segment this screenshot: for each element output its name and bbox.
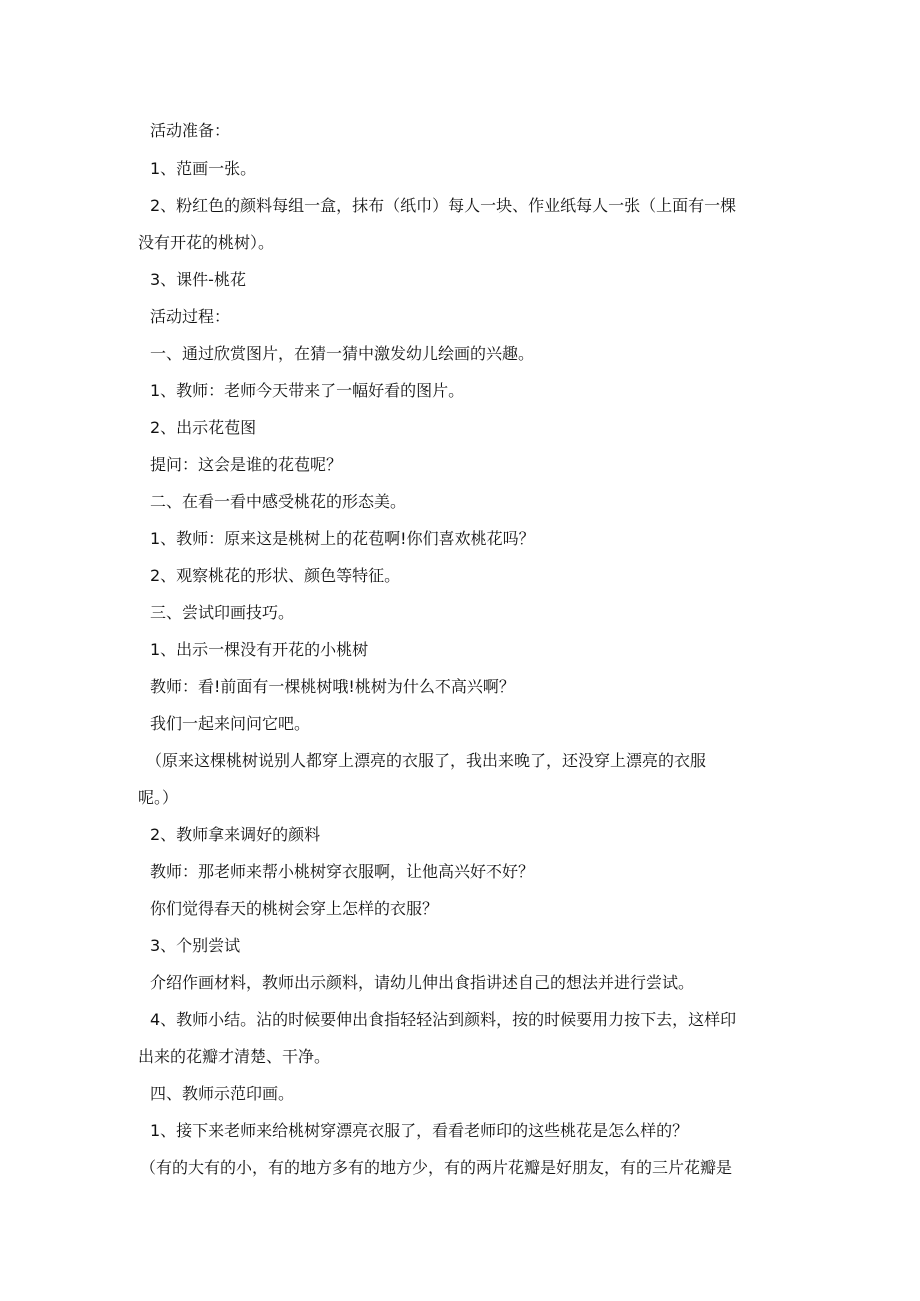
text-line: 你们觉得春天的桃树会穿上怎样的衣服？ (150, 899, 439, 918)
text-line: 介绍作画材料，教师出示颜料，请幼儿伸出食指讲述自己的想法并进行尝试。 (150, 973, 695, 992)
text-line: 2、出示花苞图 (150, 418, 257, 437)
text-line: 教师：看!前面有一棵桃树哦!桃树为什么不高兴啊？ (150, 677, 515, 696)
text-line: （有的大有的小，有的地方多有的地方少，有的两片花瓣是好朋友，有的三片花瓣是 (140, 1158, 733, 1177)
text-line-section-heading: 二、在看一看中感受桃花的形态美。 (150, 492, 407, 511)
text-line-section-heading: 三、尝试印画技巧。 (150, 603, 295, 622)
text-line: 3、课件-桃花 (150, 270, 246, 289)
text-line-section-heading: 一、通过欣赏图片，在猜一猜中激发幼儿绘画的兴趣。 (150, 344, 535, 363)
text-line: 呢。） (138, 788, 179, 807)
text-line: 2、观察桃花的形状、颜色等特征。 (150, 566, 401, 585)
text-line: 出来的花瓣才清楚、干净。 (138, 1047, 331, 1066)
text-line: 3、个别尝试 (150, 936, 241, 955)
text-line: 4、教师小结。沾的时候要伸出食指轻轻沾到颜料，按的时候要用力按下去，这样印 (150, 1010, 737, 1029)
text-line: （原来这棵桃树说别人都穿上漂亮的衣服了，我出来晚了，还没穿上漂亮的衣服 (146, 751, 707, 770)
text-line: 我们一起来问问它吧。 (150, 714, 311, 733)
text-line: 1、出示一棵没有开花的小桃树 (150, 640, 369, 659)
text-line: 2、教师拿来调好的颜料 (150, 825, 321, 844)
text-line: 1、范画一张。 (150, 159, 257, 178)
text-line-activity-prep-heading: 活动准备： (150, 121, 231, 140)
text-line: 提问：这会是谁的花苞呢？ (150, 455, 343, 474)
text-line-activity-process-heading: 活动过程： (150, 307, 231, 326)
text-line: 教师：那老师来帮小桃树穿衣服啊，让他高兴好不好？ (150, 862, 535, 881)
text-line: 1、教师：原来这是桃树上的花苞啊!你们喜欢桃花吗？ (150, 529, 535, 548)
text-line-section-heading: 四、教师示范印画。 (150, 1084, 295, 1103)
text-line: 2、粉红色的颜料每组一盒，抹布（纸巾）每人一块、作业纸每人一张（上面有一棵 (150, 196, 737, 215)
text-line: 没有开花的桃树）。 (138, 233, 275, 252)
text-line: 1、教师：老师今天带来了一幅好看的图片。 (150, 381, 465, 400)
text-line: 1、接下来老师来给桃树穿漂亮衣服了，看看老师印的这些桃花是怎么样的？ (150, 1121, 689, 1140)
